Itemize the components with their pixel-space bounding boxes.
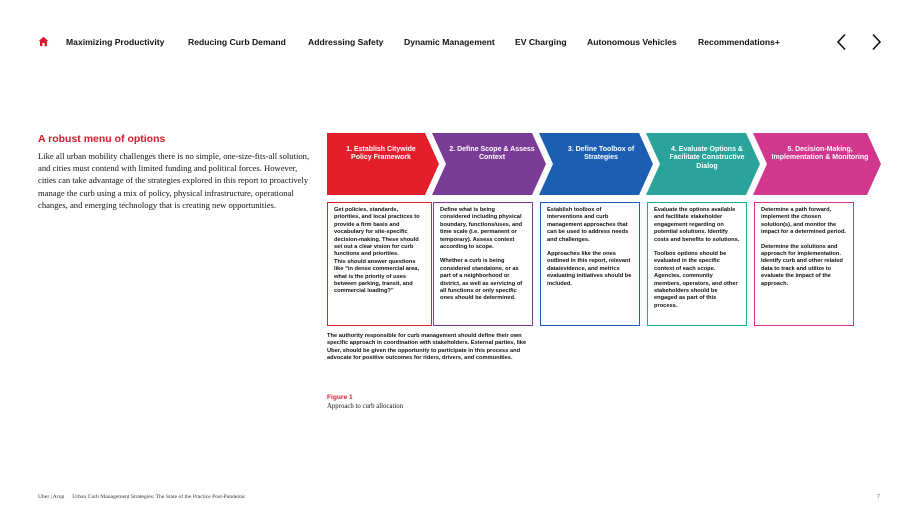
step-3-text-2: Approaches like the ones outlined in this report, relevant data/evidence, and metrics evaluating initiatives should be included.	[547, 251, 632, 287]
figure-caption: Approach to curb allocation	[327, 403, 404, 410]
nav-ev-charging[interactable]: EV Charging	[515, 37, 567, 47]
nav-autonomous-vehicles[interactable]: Autonomous Vehicles	[587, 37, 677, 47]
home-icon[interactable]	[38, 36, 49, 47]
step-3-text-1: Establish toolbox of interventions and curb management approaches that can be used to address needs and challenges.	[547, 207, 629, 243]
step-5-arrow	[753, 133, 881, 195]
nav-reducing-curb-demand[interactable]: Reducing Curb Demand	[188, 37, 286, 47]
step-1-card	[327, 202, 432, 326]
footer	[38, 494, 246, 500]
curb-allocation-diagram	[327, 133, 887, 373]
step-5-title: 5. Decision-Making, Implementation & Monitoring	[771, 146, 869, 162]
chevron-right-icon[interactable]	[868, 33, 884, 51]
top-nav	[38, 33, 888, 53]
footer-brand: Uber | Arup	[38, 494, 65, 500]
step-4-text-1: Evaluate the options available and facilitate stakeholder engagement regarding on potential solutions. Identify costs and benefits to solutions.	[654, 207, 740, 243]
step-2-text-2: Whether a curb is being considered standalone, or as part of a neighborhood or district, as well as servicing of all functions or only specific ones should be determined.	[440, 258, 523, 302]
step-2-title: 2. Define Scope & Assess Context	[449, 146, 535, 162]
step-5-card	[754, 202, 854, 326]
step-2-card	[433, 202, 533, 326]
nav-dynamic-management[interactable]: Dynamic Management	[404, 37, 495, 47]
step-1-arrow	[327, 133, 439, 195]
nav-recommendations[interactable]: Recommendations+	[698, 37, 780, 47]
step-4-title: 4. Evaluate Options & Facilitate Constructive Dialog	[669, 146, 745, 170]
step-3-card	[540, 202, 640, 326]
step-5-text-1: Determine a path forward, implement the chosen solution(s), and monitor the impact for a determined period.	[761, 207, 847, 236]
step-3-title: 3. Define Toolbox of Strategies	[567, 146, 635, 162]
nav-addressing-safety[interactable]: Addressing Safety	[308, 37, 384, 47]
step-2-text-1: Define what is being considered including physical boundary, functions/uses, and time scale (i.e. permanent or temporary). Assess context according to scope.	[440, 207, 523, 251]
step-2-arrow	[432, 133, 546, 195]
nav-maximizing-productivity[interactable]: Maximizing Productivity	[66, 37, 165, 47]
chevron-left-icon[interactable]	[834, 33, 850, 51]
step-1-title: 1. Establish Citywide Policy Framework	[346, 146, 416, 162]
step-arrows	[327, 133, 887, 195]
step-4-card	[647, 202, 747, 326]
step-3-arrow	[539, 133, 653, 195]
section-heading: A robust menu of options	[38, 133, 166, 145]
step-1-text: Get policies, standards, priorities, and local practices to provide a firm basis and vocabulary for site-specific decision-making. These should set out a clear vision for curb functions and priorities. This should answer questions like “in dense commercial area, what is the priority of uses between parking, transit, and commercial loading?”	[334, 207, 420, 295]
page-number: 7	[877, 494, 880, 500]
footer-title: Urban Curb Management Strategies: The State of the Practice Post-Pandemic	[72, 494, 246, 500]
diagram-note: The authority responsible for curb management should define their own specific approach in coordination with stakeholders. External parties, like Uber, should be given the opportunity to participate in this process and advocate for positive outcomes for riders, drivers, and communities.	[327, 333, 527, 362]
step-5-text-2: Determine the solutions and approach for implementation. Identify curb and other related data to track and utilize to evaluate the impact of the approach.	[761, 243, 843, 287]
step-4-text-2: Toolbox options should be evaluated in the specific context of each scope. Agencies, community members, operators, and other stakeholders should be engaged as part of this process.	[654, 251, 738, 309]
figure-label: Figure 1	[327, 394, 353, 401]
section-body: Like all urban mobility challenges there is no simple, one-size-fits-all solution, and cities must contend with limited funding and political forces. However, cities can take advantage of the strategies explored in this report to proactively manage the curb using a mix of policy, physical infrastructure, operational changes, and emerging technology that is creating new opportunities.	[38, 151, 310, 210]
